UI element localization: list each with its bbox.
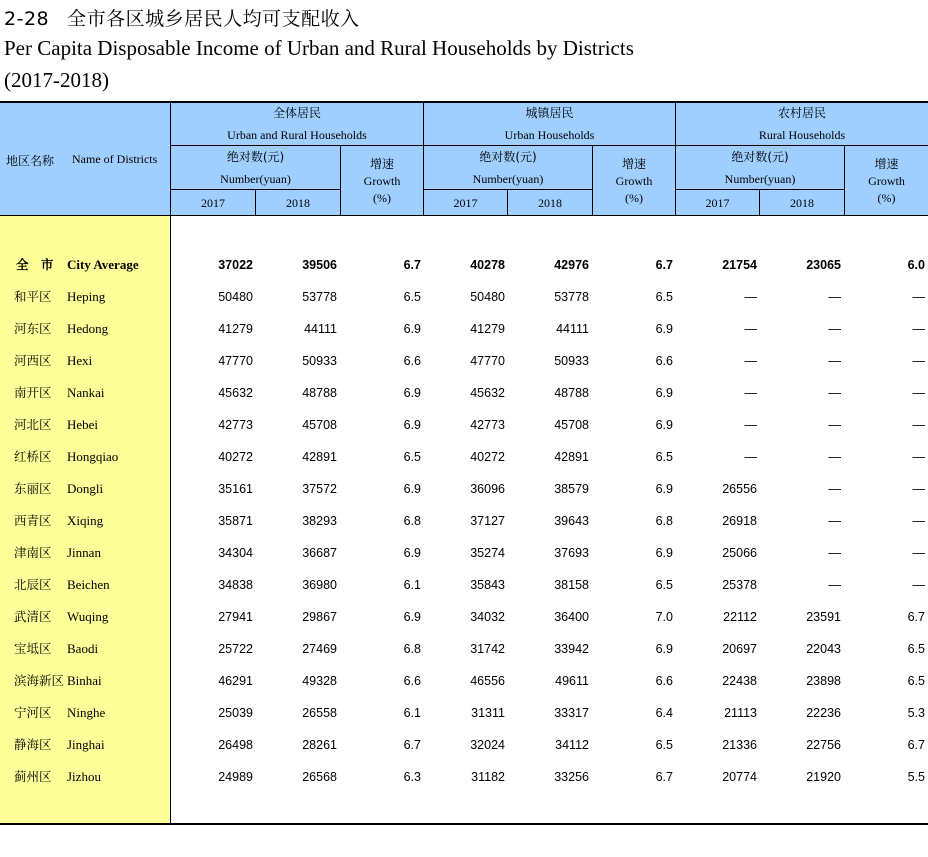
- table-cell: 6.9: [403, 482, 421, 496]
- table-cell: —: [744, 354, 757, 368]
- table-cell: 6.9: [403, 322, 421, 336]
- table-row: [0, 505, 928, 537]
- table-cell: 21113: [724, 706, 757, 720]
- table-cell: 47770: [470, 354, 505, 368]
- district-name-cn: 和平区: [14, 289, 52, 304]
- number-header-urban: [424, 150, 592, 186]
- table-row: [0, 473, 928, 505]
- table-cell: 50480: [218, 290, 253, 304]
- table-cell: 6.6: [403, 354, 421, 368]
- district-name-en: Dongli: [67, 481, 104, 496]
- district-name-cn: 滨海新区: [14, 673, 65, 688]
- district-name-cn: 红桥区: [14, 449, 52, 464]
- table-cell: 6.9: [403, 386, 421, 400]
- district-name-cn: 武清区: [14, 609, 52, 624]
- table-cell: 33317: [554, 706, 589, 720]
- table-cell: 35871: [218, 514, 253, 528]
- district-name-en: Hexi: [67, 353, 93, 368]
- table-cell: 21336: [722, 738, 757, 752]
- table-cell: 42976: [554, 258, 589, 272]
- table-cell: —: [912, 546, 925, 560]
- table-cell: 6.6: [655, 674, 673, 688]
- table-cell: 23591: [806, 610, 841, 624]
- table-row: [0, 409, 928, 441]
- table-cell: 6.9: [655, 546, 673, 560]
- table-cell: 44111: [556, 322, 589, 336]
- table-cell: 23898: [806, 674, 841, 688]
- table-cell: 6.5: [655, 738, 673, 752]
- district-name-en: Hebei: [67, 417, 99, 432]
- table-cell: 37572: [302, 482, 337, 496]
- table-row: [0, 281, 928, 313]
- number-header-all: [171, 150, 340, 186]
- table-cell: 26498: [218, 738, 253, 752]
- district-name-en: Heping: [67, 289, 106, 304]
- table-cell: 31182: [471, 770, 505, 784]
- header-bottom-rule: [0, 215, 928, 216]
- group-header-urban: [424, 106, 675, 142]
- table-cell: —: [828, 322, 841, 336]
- table-cell: 39643: [554, 514, 589, 528]
- table-cell: —: [744, 418, 757, 432]
- district-name-en: Hongqiao: [67, 449, 119, 464]
- table-cell: 28261: [302, 738, 337, 752]
- table-cell: 35161: [218, 482, 253, 496]
- number-header-en: Number(yuan): [724, 172, 796, 186]
- table-cell: 50933: [554, 354, 589, 368]
- table-cell: 22438: [722, 674, 757, 688]
- table-cell: 21920: [806, 770, 841, 784]
- table-cell: 50933: [302, 354, 337, 368]
- table-cell: 53778: [554, 290, 589, 304]
- growth-header-rural: [845, 157, 928, 205]
- year-header-2018: 2018: [286, 196, 310, 210]
- growth-header-en: Growth: [615, 174, 653, 188]
- table-row: [0, 697, 928, 729]
- table-cell: 21754: [722, 258, 757, 272]
- table-cell: 35274: [470, 546, 505, 560]
- table-cell: 25722: [218, 642, 253, 656]
- table-cell: 34304: [218, 546, 253, 560]
- table-cell: 5.3: [907, 706, 925, 720]
- district-name-cn: 宁河区: [14, 705, 52, 720]
- table-cell: 6.5: [655, 450, 673, 464]
- table-cell: 6.9: [403, 418, 421, 432]
- table-cell: —: [828, 450, 841, 464]
- growth-header-unit: (%): [625, 191, 643, 205]
- district-name-en: Binhai: [67, 673, 102, 688]
- table-cell: 41279: [470, 322, 505, 336]
- table-cell: 36400: [554, 610, 589, 624]
- district-name-cn: 蓟州区: [14, 769, 52, 784]
- table-cell: 20697: [722, 642, 757, 656]
- table-cell: 38579: [554, 482, 589, 496]
- table-row: [0, 761, 928, 793]
- table-cell: 38158: [554, 578, 589, 592]
- table-row: [0, 729, 928, 761]
- table-cell: 25039: [218, 706, 253, 720]
- table-cell: 6.9: [403, 546, 421, 560]
- table-cell: 37127: [470, 514, 505, 528]
- table-years: (2017-2018): [4, 68, 109, 92]
- table-row-city-average: [0, 249, 928, 281]
- table-cell: 26568: [302, 770, 337, 784]
- table-cell: 34032: [470, 610, 505, 624]
- district-name-cn: 宝坻区: [14, 641, 52, 656]
- table-cell: —: [744, 290, 757, 304]
- table-cell: 6.4: [655, 706, 673, 720]
- table-cell: 50480: [470, 290, 505, 304]
- table-cell: 45632: [470, 386, 505, 400]
- number-header-rural: [676, 150, 844, 186]
- table-cell: —: [744, 450, 757, 464]
- year-header-2017: 2017: [201, 196, 225, 210]
- table-cell: 6.5: [907, 642, 925, 656]
- table-cell: 39506: [302, 258, 337, 272]
- table-cell: 35843: [470, 578, 505, 592]
- number-header-cn: 绝对数(元): [731, 150, 789, 164]
- table-cell: —: [828, 418, 841, 432]
- table-cell: 26558: [302, 706, 337, 720]
- table-cell: 45708: [554, 418, 589, 432]
- district-name-en: Wuqing: [67, 609, 109, 624]
- table-cell: 31742: [470, 642, 505, 656]
- group-header-urban-en: Urban Households: [504, 128, 595, 142]
- table-title-cn-text: 全市各区城乡居民人均可支配收入: [67, 8, 360, 30]
- table-row: [0, 377, 928, 409]
- table-cell: 40278: [470, 258, 505, 272]
- table-cell: 6.9: [655, 642, 673, 656]
- table-cell: —: [912, 578, 925, 592]
- table-cell: 53778: [302, 290, 337, 304]
- hline-group-1: [171, 145, 928, 146]
- district-header-cn: 地区名称: [6, 154, 55, 168]
- table-cell: —: [912, 450, 925, 464]
- table-cell: —: [744, 386, 757, 400]
- table-cell: 27469: [302, 642, 337, 656]
- growth-header-unit: (%): [877, 191, 896, 205]
- table-cell: 7.0: [655, 610, 673, 624]
- district-name-cn: 河北区: [14, 417, 52, 432]
- table-title-en: Per Capita Disposable Income of Urban and Rural Households by Districts: [4, 36, 634, 60]
- group-header-urban-cn: 城镇居民: [525, 106, 574, 120]
- table-cell: 26918: [722, 514, 757, 528]
- growth-header-unit: (%): [373, 191, 391, 205]
- table-cell: 6.7: [403, 738, 421, 752]
- table-cell: 22236: [806, 706, 841, 720]
- table-cell: 25378: [722, 578, 757, 592]
- table-cell: —: [828, 354, 841, 368]
- table-cell: —: [912, 290, 925, 304]
- table-cell: 42891: [554, 450, 589, 464]
- district-name-en: Jinghai: [67, 737, 105, 752]
- table-cell: 6.9: [403, 610, 421, 624]
- table-cell: 22756: [806, 738, 841, 752]
- table-cell: 47770: [218, 354, 253, 368]
- growth-header-cn: 增速: [874, 157, 899, 171]
- table-cell: —: [912, 418, 925, 432]
- table-cell: 46556: [470, 674, 505, 688]
- table-cell: 26556: [722, 482, 757, 496]
- table-row: [0, 441, 928, 473]
- district-name-cn: 静海区: [14, 737, 52, 752]
- table-cell: 36687: [302, 546, 337, 560]
- table-cell: —: [912, 482, 925, 496]
- district-name-en: Xiqing: [67, 513, 104, 528]
- table-cell: 22112: [723, 610, 757, 624]
- table-number: 2-28: [4, 8, 50, 30]
- table-cell: 6.0: [907, 258, 925, 272]
- year-header-2018: 2018: [790, 196, 814, 210]
- district-name-en: Hedong: [67, 321, 109, 336]
- table-cell: 6.6: [655, 354, 673, 368]
- district-name-en: Jizhou: [67, 769, 101, 784]
- table-row: [0, 601, 928, 633]
- table-cell: 27941: [218, 610, 253, 624]
- table-cell: 42891: [302, 450, 337, 464]
- table-cell: 20774: [722, 770, 757, 784]
- table-cell: 6.8: [655, 514, 673, 528]
- number-header-cn: 绝对数(元): [479, 150, 537, 164]
- year-header-2018: 2018: [538, 196, 562, 210]
- table-cell: 41279: [218, 322, 253, 336]
- table-cell: 42773: [470, 418, 505, 432]
- group-header-rural-en: Rural Households: [758, 128, 846, 142]
- table-cell: 34112: [555, 738, 589, 752]
- group-header-all-cn: 全体居民: [272, 106, 321, 120]
- table-cell: 29867: [302, 610, 337, 624]
- table-cell: 32024: [470, 738, 505, 752]
- table-cell: 45632: [218, 386, 253, 400]
- table-cell: —: [828, 578, 841, 592]
- district-name-cn: 津南区: [14, 545, 52, 560]
- table-cell: 48788: [302, 386, 337, 400]
- table-cell: 33942: [554, 642, 589, 656]
- group-header-rural-cn: 农村居民: [777, 106, 826, 120]
- table-row: [0, 537, 928, 569]
- table-cell: —: [828, 546, 841, 560]
- table-cell: 6.9: [655, 418, 673, 432]
- table-cell: 5.5: [907, 770, 925, 784]
- table-cell: —: [912, 354, 925, 368]
- table-cell: —: [828, 514, 841, 528]
- growth-header-cn: 增速: [369, 157, 394, 171]
- table-cell: 6.8: [403, 514, 421, 528]
- table-cell: 6.3: [403, 770, 421, 784]
- district-name-en: Beichen: [67, 577, 110, 592]
- table-cell: 38293: [302, 514, 337, 528]
- table-cell: 37022: [218, 258, 253, 272]
- table-cell: 6.1: [403, 706, 421, 720]
- number-header-en: Number(yuan): [220, 172, 291, 186]
- hline-number-2: [424, 189, 592, 190]
- table-cell: 6.5: [655, 290, 673, 304]
- table-cell: 49611: [555, 674, 589, 688]
- district-name-en: Ninghe: [67, 705, 106, 720]
- table-cell: 23065: [806, 258, 841, 272]
- table-cell: 6.5: [403, 450, 421, 464]
- group-header-all-en: Urban and Rural Households: [227, 128, 367, 142]
- table-cell: —: [912, 322, 925, 336]
- growth-header-cn: 增速: [621, 157, 646, 171]
- growth-header-en: Growth: [363, 174, 401, 188]
- table-row: [0, 633, 928, 665]
- table-cell: 6.7: [655, 770, 673, 784]
- table-cell: 33256: [554, 770, 589, 784]
- table-row: [0, 665, 928, 697]
- table-cell: 48788: [554, 386, 589, 400]
- year-header-2017: 2017: [453, 196, 478, 210]
- table-cell: 6.7: [907, 610, 925, 624]
- group-header-all: [171, 106, 423, 142]
- table-cell: —: [912, 514, 925, 528]
- district-name-en: Nankai: [67, 385, 105, 400]
- table-cell: —: [912, 386, 925, 400]
- table-cell: 6.5: [403, 290, 421, 304]
- table-cell: —: [744, 322, 757, 336]
- table-row: [0, 345, 928, 377]
- table-row: [0, 569, 928, 601]
- table-cell: 6.7: [907, 738, 925, 752]
- table-cell: 34838: [218, 578, 253, 592]
- table-cell: 31311: [471, 706, 505, 720]
- table-cell: 40272: [470, 450, 505, 464]
- table-cell: 6.1: [403, 578, 421, 592]
- top-rule: [0, 101, 928, 103]
- table-title-cn: [4, 4, 360, 31]
- table-cell: 6.5: [655, 578, 673, 592]
- table-cell: 24989: [218, 770, 253, 784]
- growth-header-en: Growth: [868, 174, 905, 188]
- number-header-cn: 绝对数(元): [226, 150, 285, 164]
- table-cell: 6.5: [907, 674, 925, 688]
- district-name-cn: 东丽区: [14, 481, 52, 496]
- table-cell: 36096: [470, 482, 505, 496]
- table-cell: —: [828, 386, 841, 400]
- table-cell: 42773: [218, 418, 253, 432]
- hline-number-3: [676, 189, 844, 190]
- bottom-rule: [0, 823, 928, 825]
- table-cell: 37693: [554, 546, 589, 560]
- district-name-cn: 河东区: [14, 321, 52, 336]
- district-name-en: Baodi: [67, 641, 99, 656]
- growth-header-urban: [593, 157, 675, 205]
- table-cell: 25066: [722, 546, 757, 560]
- table-cell: 6.9: [655, 482, 673, 496]
- table-cell: 6.9: [655, 386, 673, 400]
- district-name-cn: 北辰区: [14, 577, 52, 592]
- district-header-en: Name of Districts: [72, 152, 158, 166]
- table-cell: 44111: [304, 322, 337, 336]
- table-cell: 46291: [218, 674, 253, 688]
- table-cell: —: [828, 290, 841, 304]
- table-cell: 22043: [806, 642, 841, 656]
- table-row: [0, 313, 928, 345]
- district-name-cn: 南开区: [14, 385, 52, 400]
- table-cell: 49328: [302, 674, 337, 688]
- table-cell: 36980: [302, 578, 337, 592]
- district-name-cn: 河西区: [14, 353, 52, 368]
- number-header-en: Number(yuan): [472, 172, 544, 186]
- district-name-en: Jinnan: [67, 545, 101, 560]
- table-cell: 6.6: [403, 674, 421, 688]
- table-cell: 6.9: [655, 322, 673, 336]
- district-name-en: City Average: [67, 257, 139, 272]
- district-name-cn: 西青区: [14, 513, 52, 528]
- table-cell: 6.7: [655, 258, 673, 272]
- table-cell: 6.7: [403, 258, 421, 272]
- year-header-2017: 2017: [705, 196, 730, 210]
- table-cell: 6.8: [403, 642, 421, 656]
- table-cell: —: [828, 482, 841, 496]
- group-header-rural: [676, 106, 928, 142]
- growth-header-all: [341, 157, 423, 205]
- district-name-cn: 全 市: [16, 257, 58, 272]
- table-cell: 45708: [302, 418, 337, 432]
- table-cell: 40272: [218, 450, 253, 464]
